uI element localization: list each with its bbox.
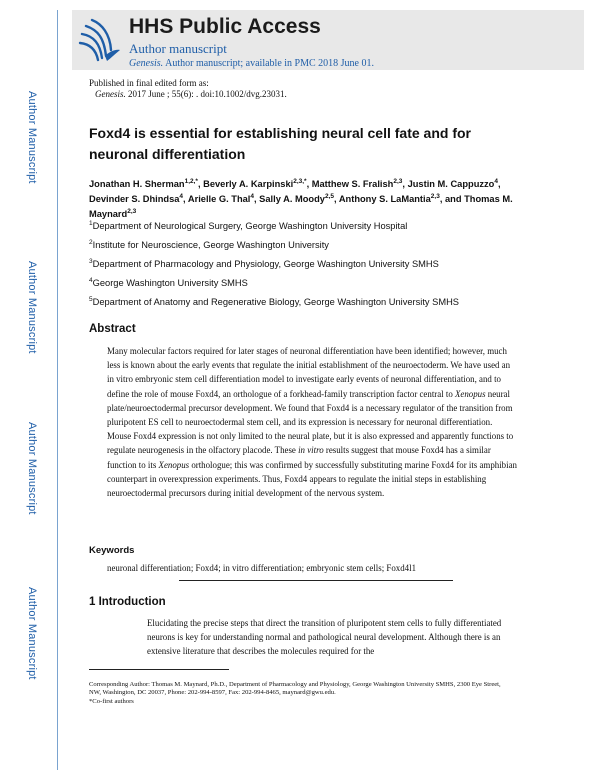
hhs-banner [72,10,584,70]
published-form-line: Published in final edited form as: [89,78,209,88]
author-name: , Devinder S. Dhindsa$^4$ [89,179,501,204]
article-title: Foxd4 is essential for establishing neural cell fate and for neuronal differentiation [89,125,471,162]
author-name: , Beverly A. Karpinski$^{2,3,*}$ [197,178,307,189]
keywords-divider [179,580,453,581]
author-name: , Matthew S. Fralish$^{2,3}$ [306,178,403,189]
author-name: Jonathan H. Sherman$^{1,2,*}$ [89,178,198,189]
journal-availability-line: Genesis. Author manuscript; available in PMC 2018 June 01. [129,58,374,69]
author-name: , Arielle G. Thal$^4$ [183,193,255,204]
affiliation-2: $^2$Institute for Neuroscience, George Washington University [89,239,329,250]
sidebar-label-author-manuscript: Author Manuscript [26,90,38,184]
author-manuscript-label: Author manuscript [129,41,227,56]
introduction-heading: 1 Introduction [89,596,166,608]
sidebar-label-author-manuscript: Author Manuscript [26,586,38,680]
co-first-authors-note: *Co-first authors [89,698,134,705]
keywords-heading: Keywords [89,545,135,556]
hhs-title: HHS Public Access [129,15,321,38]
sidebar-label-author-manuscript: Author Manuscript [26,260,38,354]
correspondence-footnote: Corresponding Author: Thomas M. Maynard, Ph.D., Department of Pharmacology and Physiology, George Washington University SMHS, 2300 Eye Street, NW, Washington, DC 20037, Phone: 202-994-8597, Fax: 202-994-8465, maynard@gwu.edu. [89,681,501,697]
author-name: , and Thomas M. Maynard$^{2,3}$ [89,194,513,219]
author-name: , Sally A. Moody$^{2,5}$ [254,193,335,204]
affiliation-3: $^3$Department of Pharmacology and Physiology, George Washington University SMHS [89,258,439,269]
footnote-divider [89,669,229,670]
sidebar-label-author-manuscript: Author Manuscript [26,421,38,515]
affiliation-5: $^5$Department of Anatomy and Regenerative Biology, George Washington University SMHS [89,296,459,307]
abstract-heading: Abstract [89,323,136,335]
author-name: , Anthony S. LaMantia$^{2,3}$ [334,193,440,204]
author-list [89,177,529,222]
introduction-text: Elucidating the precise steps that direct the transition of pluripotent stem cells to fully differentiated neurons is key for understanding normal and pathological neural development. Although there is an extensive literature that describes the molecules required for the [147,618,502,657]
sidebar-rule [57,10,58,770]
affiliation-1: $^1$Department of Neurological Surgery, George Washington University Hospital [89,220,408,231]
author-name: , Justin M. Cappuzzo$^4$ [402,178,498,189]
affiliation-4: $^4$George Washington University SMHS [89,277,248,288]
citation-line: Genesis. 2017 June ; 55(6): . doi:10.1002/dvg.23031. [95,89,287,99]
abstract-text: Many molecular factors required for later stages of neuronal differentiation have been identified; however, much less is known about the early events that regulate the initial establishment of the neuroectoderm. We have used an in vitro embryonic stem cell differentiation model to investigate early events of neuronal differentiation, and to define the role of mouse Foxd4, an orthologue of a forkhead-family transcription factor central to Xenopus neural plate/neuroectodermal precursor development. We found that Foxd4 is a necessary regulator of the transition from pluripotent ES cell to neuroectodermal stem cell, and its expression is necessary for neuronal differentiation. Mouse Foxd4 expression is not only limited to the neural plate, but it is also expressed and apparently functions to regulate neurogenesis in the olfactory placode. These in vitro results suggest that mouse Foxd4 has a similar function to its Xenopus orthologue; this was confirmed by successfully substituting marine Foxd4 for its amphibian counterpart in overexpression experiments. Thus, Foxd4 appears to regulate the initial steps in establishing neuroectodermal precursors during initial development of the nervous system. [107,346,517,499]
hhs-eagle-logo-icon [78,16,122,64]
keywords-text: neuronal differentiation; Foxd4; in vitro differentiation; embryonic stem cells; Foxd4l1 [107,563,417,573]
